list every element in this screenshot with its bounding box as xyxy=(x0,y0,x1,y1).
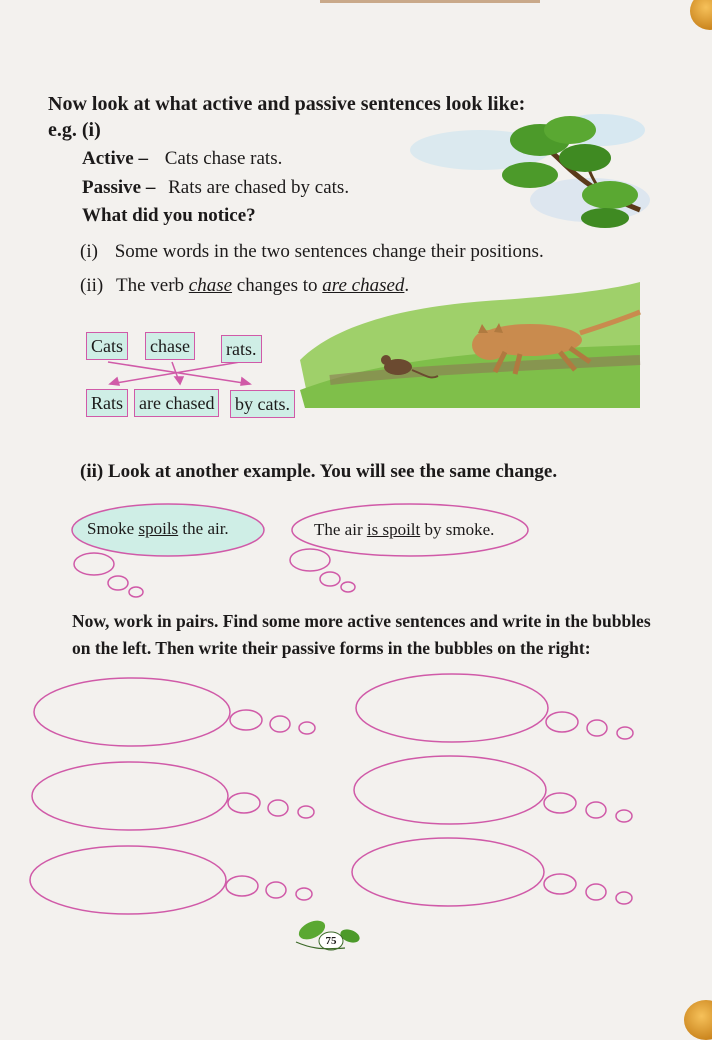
example-2-heading: (ii) Look at another example. You will see the same change. xyxy=(80,461,558,482)
word-box-by-cats: by cats. xyxy=(230,390,295,418)
verb-chase: chase xyxy=(188,275,233,296)
example-2-passive-sentence: The air is spoilt by smoke. xyxy=(314,520,495,539)
notice-item-2-end: . xyxy=(404,275,410,296)
passive-label: Passive – xyxy=(82,177,156,198)
active-sentence: Cats chase rats. xyxy=(164,148,283,169)
example-label: e.g. (i) xyxy=(48,119,101,141)
verb-are-chased: are chased xyxy=(322,275,405,296)
word-arrows xyxy=(108,362,250,385)
notice-question: What did you notice? xyxy=(82,205,256,226)
notice-item-1-text: Some words in the two sentences change their positions. xyxy=(114,241,544,262)
word-box-are-chased: are chased xyxy=(134,389,219,417)
notice-item-1 xyxy=(80,241,544,263)
word-box-rats: rats. xyxy=(221,335,262,363)
passive-sentence: Rats are chased by cats. xyxy=(168,177,350,198)
activity-line-1: Now, work in pairs. Find some more active sentences and write in the bubbles xyxy=(72,611,651,631)
notice-item-2-number: (ii) xyxy=(80,275,104,296)
passive-row xyxy=(82,177,349,199)
activity-line-2: on the left. Then write their passive forms in the bubbles on the right: xyxy=(72,638,591,658)
cat-rat-illustration xyxy=(300,282,640,408)
activity-bubbles xyxy=(30,674,633,914)
tree-illustration xyxy=(410,114,650,228)
notice-item-1-number: (i) xyxy=(80,241,98,262)
active-row xyxy=(82,148,282,170)
verb-is-spoilt: is spoilt xyxy=(366,520,421,539)
word-box-rats-capital: Rats xyxy=(86,389,128,417)
verb-spoils: spoils xyxy=(138,519,179,538)
notice-item-2-mid: changes to xyxy=(236,275,318,296)
word-box-chase: chase xyxy=(145,332,195,360)
example-2-active-sentence: Smoke spoils the air. xyxy=(87,519,229,538)
notice-item-2 xyxy=(80,275,409,297)
word-box-cats: Cats xyxy=(86,332,128,360)
page-number: 75 xyxy=(325,935,337,947)
active-label: Active – xyxy=(82,148,148,169)
intro-heading: Now look at what active and passive sentences look like: xyxy=(48,93,526,115)
notice-item-2-pre: The verb xyxy=(115,275,185,296)
example-bubbles xyxy=(72,504,528,597)
